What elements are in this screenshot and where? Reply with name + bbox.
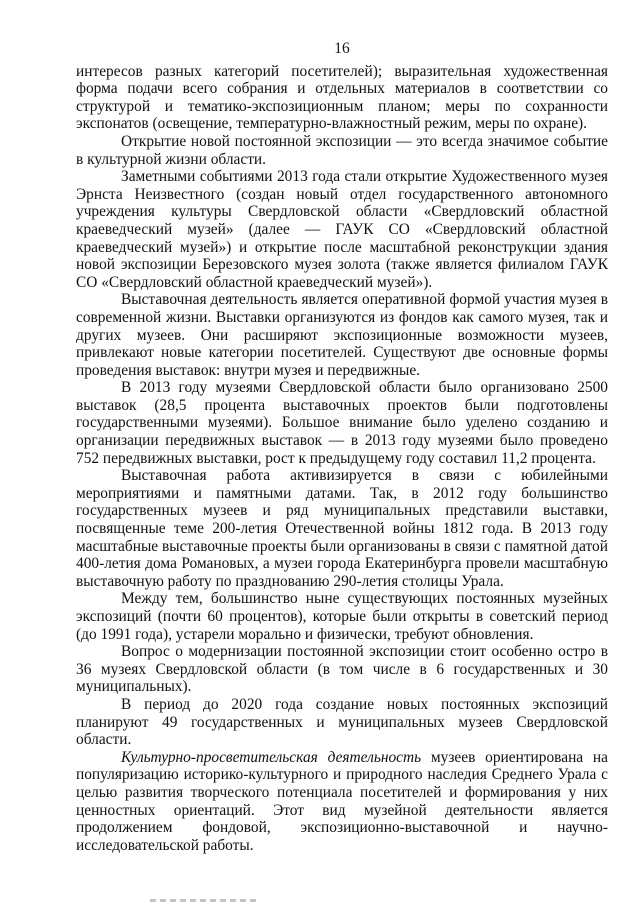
paragraph-plans-2020: В период до 2020 года создание новых постоянных экспозиций планируют 49 государственных и муниципальных музеев Свердловской области. bbox=[76, 695, 608, 749]
paragraph-exhibition-activity: Выставочная деятельность является оперативной формой участия музея в современной жизни. Выставки организуются из фондов как самого музея, так и других музеев. Они расширяют экспозиционные возможности музеев, привлекают новые категории посетителей. Существуют две основные формы проведения выставок: внутри музея и передвижные. bbox=[76, 291, 608, 379]
paragraph-anniversary-exhibitions: Выставочная работа активизируется в связи с юбилейными мероприятиями и памятными датами. Так, в 2012 году большинство государственных музеев и ряд муниципальных представили выставки, посвященные теме 200-летия Отечественной войны 1812 года. В 2013 году масштабные выставочные проекты были организованы в связи с памятной датой 400-летия дома Романовых, а музеи города Екатеринбурга провели масштабную выставочную работу по празднованию 290-летия столицы Урала. bbox=[76, 467, 608, 590]
document-page bbox=[76, 40, 608, 854]
paragraph-new-exposition-event: Открытие новой постоянной экспозиции — это всегда значимое событие в культурной жизни области. bbox=[76, 132, 608, 168]
paragraph-2013-openings: Заметными событиями 2013 года стали открытие Художественного музея Эрнста Неизвестного (создан новый отдел государственного автономного учреждения культуры Свердловской области «Свердловский областной краеведческий музей» (далее — ГАУК СО «Свердловский областной краеведческий музей») и открытие после масштабной реконструкции здания новой экспозиции Березовского музея золота (также является филиалом ГАУК СО «Свердловский областной краеведческий музей»). bbox=[76, 168, 608, 291]
paragraph-modernization: Вопрос о модернизации постоянной экспозиции стоит особенно остро в 36 музеях Свердловской области (в том числе в 6 государственных и 30 муниципальных). bbox=[76, 643, 608, 696]
educational-activity-text: музеев ориентирована на популяризацию историко-культурного и природного наследия Среднего Урала с целью развития творческого потенциала посетителей и формирования у них ценностных ориентаций. Этот вид музейной деятельности является продолжением фондовой, экспозиционно-выставочной и научно-исследовательской работы. bbox=[76, 748, 608, 854]
paragraph-exhibition-requirements: интересов разных категорий посетителей); выразительная художественная форма подачи всего собрания и отдельных материалов в соответствии со структурой и тематико-экспозиционным планом; меры по сохранности экспонатов (освещение, температурно-влажностный режим, меры по охране). bbox=[76, 62, 608, 133]
paragraph-educational-activity bbox=[76, 749, 608, 855]
paragraph-2013-exhibitions-count: В 2013 году музеями Свердловской области было организовано 2500 выставок (28,5 процента выставочных проектов были подготовлены государственными музеями). Большое внимание было уделено созданию и организации передвижных выставок — в 2013 году музеями было проведено 752 передвижных выставки, рост к предыдущему году составил 11,2 процента. bbox=[76, 379, 608, 467]
scan-artifact bbox=[150, 899, 260, 902]
educational-activity-lead: Культурно-просветительская деятельность bbox=[121, 748, 422, 766]
paragraph-outdated-expositions: Между тем, большинство ныне существующих постоянных музейных экспозиций (почти 60 процентов), которые были открыты в советский период (до 1991 года), устарели морально и физически, требуют обновления. bbox=[76, 590, 608, 643]
page-number: 16 bbox=[334, 40, 350, 57]
